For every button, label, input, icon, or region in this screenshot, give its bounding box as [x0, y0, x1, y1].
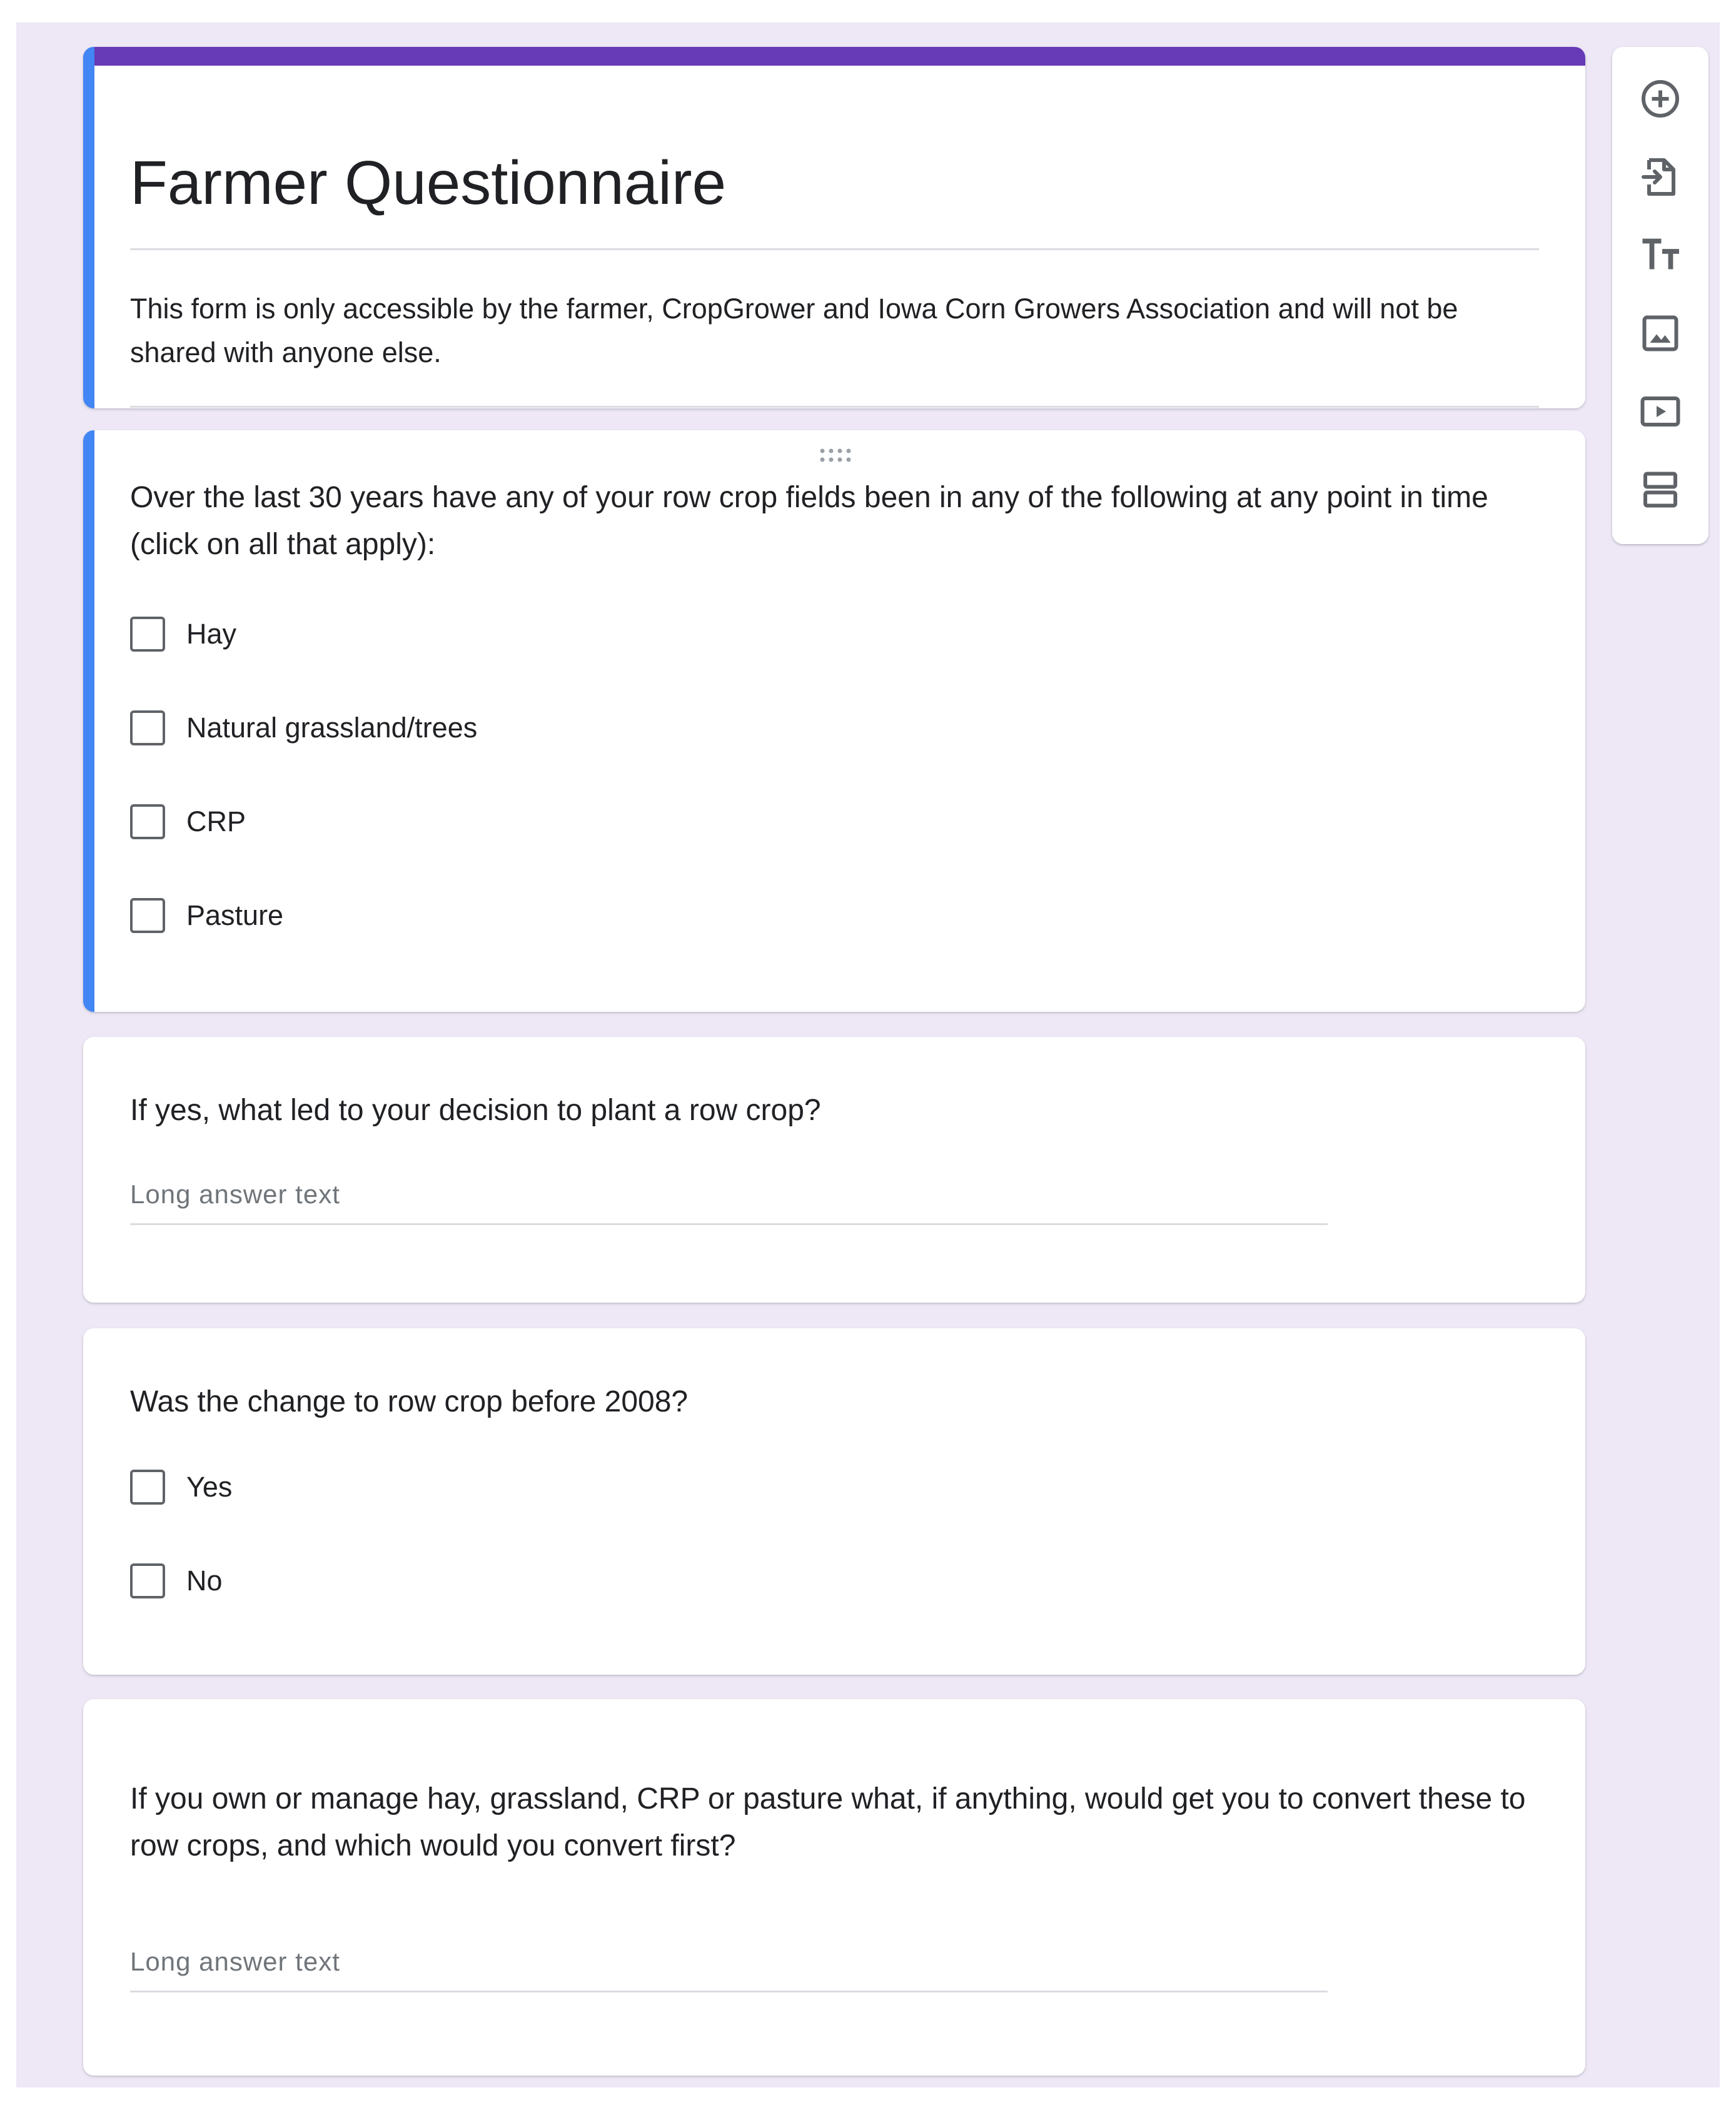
form-description[interactable]: This form is only accessible by the farmer, CropGrower and Iowa Corn Growers Association and will not be shared with anyone else. — [130, 293, 1458, 368]
add-image-button[interactable] — [1629, 302, 1692, 365]
checkbox[interactable] — [130, 898, 165, 933]
checkbox[interactable] — [130, 1470, 165, 1505]
option-label: CRP — [186, 805, 246, 837]
add-video-button[interactable] — [1629, 380, 1692, 443]
drag-handle-icon[interactable] — [819, 447, 851, 464]
checkbox-option[interactable] — [130, 897, 283, 934]
title-underline — [130, 248, 1539, 250]
header-color-bar — [83, 47, 1585, 66]
add-image-icon — [1638, 311, 1683, 356]
answer-underline — [130, 1223, 1328, 1225]
long-answer-placeholder: Long answer text — [130, 1179, 340, 1209]
checkbox[interactable] — [130, 804, 165, 839]
add-question-icon — [1638, 76, 1683, 121]
checkbox-option[interactable] — [130, 709, 477, 747]
option-label: Pasture — [186, 899, 284, 931]
option-label: Natural grassland/trees — [186, 712, 478, 744]
question-card-4[interactable] — [83, 1699, 1585, 2076]
checkbox-option[interactable] — [130, 803, 246, 840]
long-answer-placeholder: Long answer text — [130, 1947, 340, 1976]
checkbox[interactable] — [130, 1563, 165, 1598]
option-label: Yes — [186, 1471, 233, 1503]
header-selected-accent — [83, 47, 94, 408]
checkbox[interactable] — [130, 617, 165, 652]
question-title[interactable]: If you own or manage hay, grassland, CRP or pasture what, if anything, would get you to convert these to row crops, and which would you convert first? — [130, 1782, 1526, 1862]
checkbox[interactable] — [130, 710, 165, 745]
question-card-2[interactable] — [83, 1037, 1585, 1303]
add-title-button[interactable] — [1629, 224, 1692, 286]
answer-underline — [130, 1991, 1328, 1992]
question-title[interactable]: Over the last 30 years have any of your row crop fields been in any of the following at any point in time (click on all that apply): — [130, 481, 1488, 561]
checkbox-option[interactable] — [130, 1468, 232, 1506]
question-toolbar — [1612, 47, 1708, 544]
question-card-3[interactable] — [83, 1328, 1585, 1675]
checkbox-option[interactable] — [130, 615, 236, 653]
question-card-1[interactable] — [83, 430, 1585, 1012]
question-selected-accent — [83, 430, 94, 1012]
add-section-icon — [1638, 467, 1683, 512]
option-label: No — [186, 1565, 223, 1597]
question-title[interactable]: If yes, what led to your decision to plant a row crop? — [130, 1094, 821, 1127]
description-underline — [130, 406, 1539, 408]
add-question-button[interactable] — [1629, 68, 1692, 130]
checkbox-option[interactable] — [130, 1562, 223, 1600]
form-title[interactable]: Farmer Questionnaire — [130, 148, 727, 217]
add-section-button[interactable] — [1629, 458, 1692, 521]
option-label: Hay — [186, 618, 237, 650]
question-title[interactable]: Was the change to row crop before 2008? — [130, 1385, 689, 1418]
import-questions-icon — [1638, 154, 1683, 199]
form-header-card[interactable] — [83, 47, 1585, 408]
add-title-icon — [1638, 233, 1683, 278]
add-video-icon — [1638, 389, 1683, 434]
import-questions-button[interactable] — [1629, 146, 1692, 208]
